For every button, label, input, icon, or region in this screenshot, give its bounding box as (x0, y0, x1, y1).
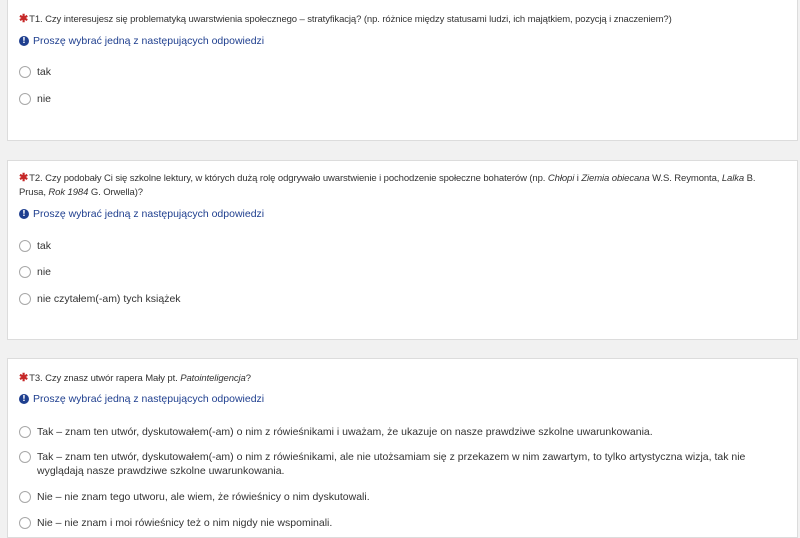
answer-option[interactable] (19, 92, 777, 106)
option-label[interactable]: tak (37, 66, 52, 78)
option-label[interactable]: Tak – znam ten utwór, dyskutowałem(-am) o nim z rówieśnikami, ale nie utożsamiam się z przekazem w nim zawartym, to tylko artystyczna wizja, tak nie wyglądają nasze prawdziwe szkolne uwarunkowania. (37, 451, 746, 477)
info-icon: ! (19, 36, 29, 46)
text-part: G. Orwella)? (88, 187, 143, 198)
book-title: Lalka (721, 173, 745, 184)
radio-button[interactable] (19, 240, 31, 252)
option-label[interactable]: Nie – nie znam tego utworu, ale wiem, że rówieśnicy o nim dyskutowali. (37, 491, 370, 503)
radio-button[interactable] (19, 451, 31, 463)
book-title: Rok 1984 (48, 187, 89, 198)
answer-option[interactable] (19, 265, 777, 279)
answer-option[interactable] (19, 425, 777, 439)
text-part: Czy znasz utwór rapera Mały pt. (45, 373, 181, 384)
book-title: Ziemia obiecana (581, 173, 650, 184)
answer-option[interactable] (19, 239, 777, 253)
text-part: ? (245, 373, 251, 384)
answer-option[interactable] (19, 516, 777, 530)
hint-text: Proszę wybrać jedną z następujących odpowiedzi (33, 35, 265, 47)
answer-hint (19, 35, 264, 47)
radio-button[interactable] (19, 491, 31, 503)
answer-hint (19, 393, 264, 405)
question-code: T1. (29, 14, 43, 25)
song-title: Patointeligencja (180, 373, 246, 384)
question-text: Czy interesujesz się problematyką uwarstwienia społecznego – stratyfikacją? (np. różnice między statusami ludzi, ich majątkiem, pozycją i znaczeniem?) (45, 14, 672, 25)
text-part: B. Prusa, (19, 173, 756, 198)
option-label[interactable]: tak (37, 240, 52, 252)
answer-option[interactable] (19, 490, 777, 504)
required-asterisk-icon: ✱ (19, 13, 29, 25)
info-icon: ! (19, 394, 29, 404)
radio-button[interactable] (19, 517, 31, 529)
answer-option[interactable] (19, 65, 777, 79)
question-title (19, 371, 783, 386)
question-card-t2 (7, 160, 798, 340)
answer-option[interactable] (19, 292, 777, 306)
option-label[interactable]: Tak – znam ten utwór, dyskutowałem(-am) o nim z rówieśnikami i uważam, że ukazuje on nasze prawdziwe szkolne uwarunkowania. (37, 426, 653, 438)
radio-button[interactable] (19, 426, 31, 438)
text-part: i (574, 173, 582, 184)
text-part: Czy podobały Ci się szkolne lektury, w których dużą rolę odgrywało uwarstwienie i pochodzenie społeczne bohaterów (np. (45, 173, 548, 184)
hint-text: Proszę wybrać jedną z następujących odpowiedzi (33, 208, 265, 220)
option-label[interactable]: Nie – nie znam i moi rówieśnicy też o nim nigdy nie wspominali. (37, 517, 333, 529)
option-label[interactable]: nie (37, 266, 52, 278)
question-title (19, 171, 783, 200)
answer-hint (19, 208, 264, 220)
radio-button[interactable] (19, 66, 31, 78)
question-title (19, 12, 783, 27)
radio-button[interactable] (19, 266, 31, 278)
radio-button[interactable] (19, 93, 31, 105)
question-card-t1 (7, 0, 798, 141)
required-asterisk-icon: ✱ (19, 172, 29, 184)
info-icon: ! (19, 209, 29, 219)
required-asterisk-icon: ✱ (19, 372, 29, 384)
question-code: T2. (29, 173, 43, 184)
question-text (45, 373, 251, 384)
question-card-t3 (7, 358, 798, 538)
question-text (19, 173, 755, 198)
radio-button[interactable] (19, 293, 31, 305)
option-label[interactable]: nie czytałem(-am) tych książek (37, 293, 181, 305)
question-code: T3. (29, 373, 43, 384)
hint-text: Proszę wybrać jedną z następujących odpowiedzi (33, 393, 265, 405)
answer-option[interactable] (19, 450, 777, 478)
option-label[interactable]: nie (37, 93, 52, 105)
text-part: W.S. Reymonta, (649, 173, 722, 184)
book-title: Chłopi (547, 173, 575, 184)
